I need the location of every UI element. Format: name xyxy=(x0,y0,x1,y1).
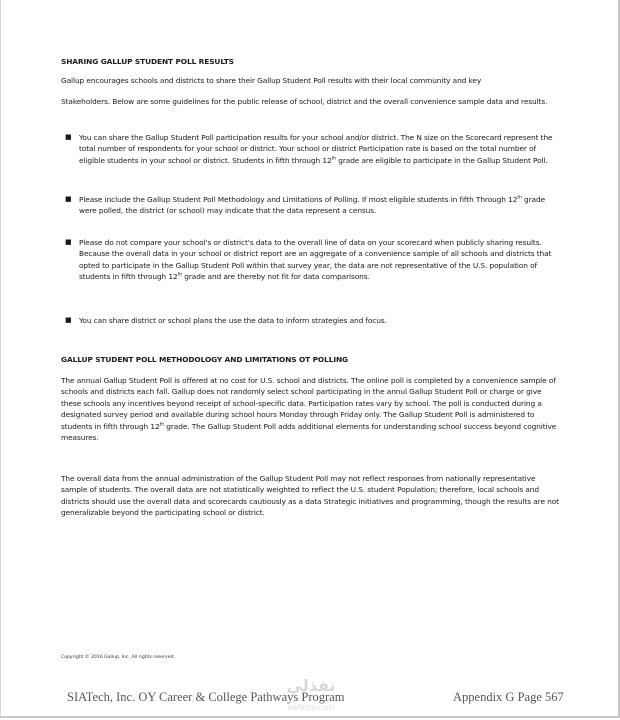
bullet-item-4: ■ You can share district or school plans the use the data to inform strategies and focus. xyxy=(65,316,387,325)
watermark-logo: نفذلي xyxy=(286,676,336,695)
bullet-item-2: ■ Please include the Gallup Student Poll Methodology and Limitations of Polling. If most eligible students in fifth Through 12th grade were polled, the district (or school) may indicate that the data represent a census. xyxy=(65,195,546,216)
bullet-icon: ■ xyxy=(65,316,72,324)
footer-page-number: Appendix G Page 567 xyxy=(453,690,564,704)
bullet-icon: ■ xyxy=(65,133,72,141)
copyright-notice: Copyright © 2016 Gallup, Inc. All rights reserved. xyxy=(61,655,175,660)
bullet-icon: ■ xyxy=(65,195,72,203)
watermark-url: nafezly.com xyxy=(287,703,335,712)
section-heading-methodology: GALLUP STUDENT POLL METHODOLOGY AND LIMITATIONS OT POLLING xyxy=(61,355,349,364)
bullet-icon: ■ xyxy=(65,238,72,246)
footer-program-name: SIATech, Inc. OY Career & College Pathways Program xyxy=(67,690,345,704)
section-heading-sharing: SHARING GALLUP STUDENT POLL RESULTS xyxy=(61,57,234,66)
intro-paragraph-1: Gallup encourages schools and districts to share their Gallup Student Poll results with their local community and key xyxy=(61,76,482,85)
bullet-item-1: ■ You can share the Gallup Student Poll participation results for your school and/or district. The N size on the Scorecard represent the total number of respondents for your school or district. Your school or district Participation rate is based on the total number of eligible students in your school or district. Students in fifth through 12th grade are eligible to participate in the Gallup Student Poll. xyxy=(65,133,553,165)
methodology-paragraph-2: The overall data from the annual administration of the Gallup Student Poll may not reflect responses from nationally representative sample of students. The overall data are not statistically weighted to reflect the U.S. student Population; therefore, local schools and districts should use the overall data and scorecards cautiously as a data Strategic initiatives and programming, though the results are not generalizable beyond the participating school or district. xyxy=(61,474,559,518)
bullet-item-3: ■ Please do not compare your school's or district's data to the overall line of data on your scorecard when publicly sharing results. Because the overall data in your school or district report are an aggregate of a convenience sample of all schools and districts that opted to participate in the Gallup Student Poll within that survey year, the data are not representative of the U.S. population of students in fifth through 12th grade and are thereby not fit for data comparisons. xyxy=(65,238,552,282)
intro-paragraph-2: Stakeholders. Below are some guidelines for the public release of school, district and the overall convenience sample data and results. xyxy=(61,97,548,106)
methodology-paragraph-1: The annual Gallup Student Poll is offered at no cost for U.S. school and districts. The online poll is completed by a convenience sample of schools and districts each fall. Gallup does not randomly select school participating in the annul Gallup Student Poll or charge or give these schools any incentives beyond receipt of school-specific data. Participation rates vary by school. The poll is conducted during a designated survey period and available during school hours Monday through Friday only. The Gallup Student Poll is administered to students in fifth through 12th grade. The Gallup Student Poll adds additional elements for understanding school success beyond cognitive measures. xyxy=(61,376,557,443)
